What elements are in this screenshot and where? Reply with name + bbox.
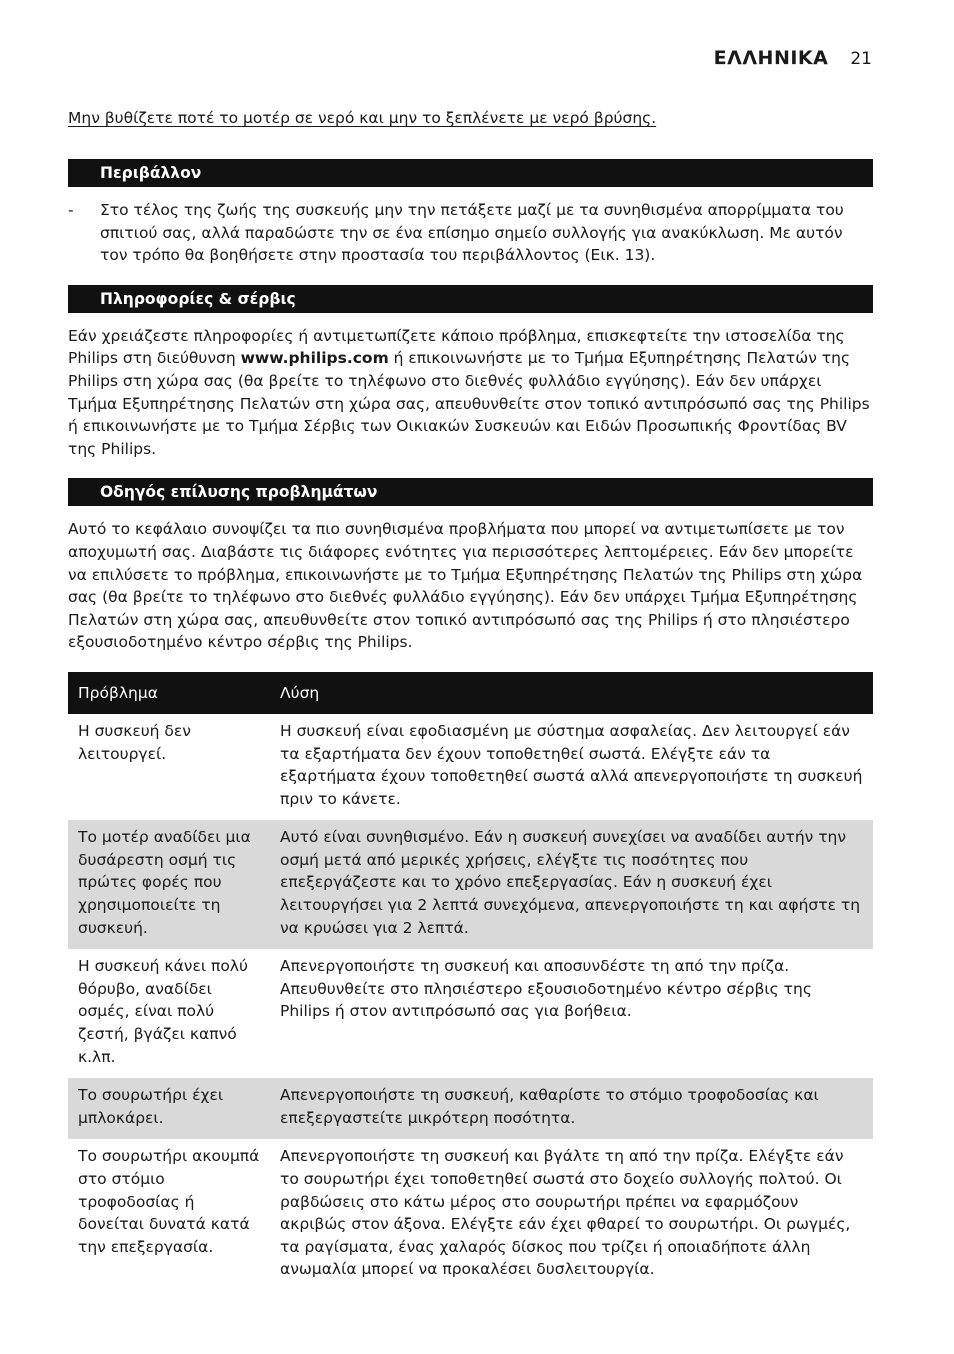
table-row xyxy=(68,714,873,820)
problem-cell: Το μοτέρ αναδίδει μια δυσάρεστη οσμή τις πρώτες φορές που χρησιμοποιείτε τη συσκευή. xyxy=(68,820,270,949)
section-heading-info-service: Πληροφορίες & σέρβις xyxy=(68,285,873,313)
page-header xyxy=(714,47,872,69)
solution-cell: Απενεργοποιήστε τη συσκευή και αποσυνδέστε τη από την πρίζα. Απευθυνθείτε στο πλησιέστερο εξουσιοδοτημένο κέντρο σέρβις της Philips ή στον αντιπρόσωπό σας για βοήθεια. xyxy=(280,957,812,1021)
section-heading-troubleshooting: Οδηγός επίλυσης προβλημάτων xyxy=(68,478,873,506)
info-text-after-link: ή επικοινωνήστε με το Τμήμα Εξυπηρέτησης Πελατών της Philips στη χώρα σας (θα βρείτε το τηλέφωνο στο διεθνές φυλλάδιο εγγύησης). Εάν δεν υπάρχει Τμήμα Εξυπηρέτησης Πελατών στη χώρα σας, απευθυνθείτε στον τοπικό αντιπρόσωπό σας της Philips ή επικοινωνήστε με το Τμήμα Σέρβις των Οικιακών Συσκευών και Ειδών Προσωπικής Φροντίδας BV της Philips. xyxy=(68,349,870,458)
info-paragraph xyxy=(68,325,873,461)
solution-cell: Η συσκευή είναι εφοδιασμένη με σύστημα ασφαλείας. Δεν λειτουργεί εάν τα εξαρτήματα δεν έχουν τοποθετηθεί σωστά. Ελέγξτε εάν τα εξαρτήματα έχουν τοποθετηθεί σωστά αλλά απενεργοποιήστε τη συσκευή πριν το κάνετε. xyxy=(280,721,863,808)
section-heading-environment: Περιβάλλον xyxy=(68,159,873,187)
table-row xyxy=(68,1139,873,1291)
environment-bullet xyxy=(68,199,873,267)
solution-cell: Απενεργοποιήστε τη συσκευή και βγάλτε τη από την πρίζα. Ελέγξτε εάν το σουρωτήρι έχει τοποθετηθεί σωστά στο δοχείο συλλογής πολτού. Οι ραβδώσεις στο κάτω μέρος στο σουρωτήρι πρέπει να εφαρμόζουν ακριβώς στον άξονα. Ελέγξτε εάν έχει φθαρεί το σουρωτήρι. Οι ρωγμές, τα ραγίσματα, ένας χαλαρός δίσκος που τρίζει ή οποιαδήποτε άλλη ανωμαλία μπορεί να προκαλέσει δυσλειτουργία. xyxy=(280,1147,851,1279)
philips-website-link[interactable]: www.philips.com xyxy=(240,349,389,368)
page-content xyxy=(68,106,873,1291)
table-row xyxy=(68,1078,873,1139)
problem-cell: Το σουρωτήρι έχει μπλοκάρει. xyxy=(68,1078,270,1139)
troubleshooting-table xyxy=(68,672,873,1291)
problem-cell: Η συσκευή κάνει πολύ θόρυβο, αναδίδει οσμές, είναι πολύ ζεστή, βγάζει καπνό κ.λπ. xyxy=(78,957,248,1066)
motor-warning: Μην βυθίζετε ποτέ το μοτέρ σε νερό και μην το ξεπλένετε με νερό βρύσης. xyxy=(68,109,657,127)
table-row xyxy=(68,949,873,1078)
table-header-row xyxy=(68,672,873,714)
solution-cell: Απενεργοποιήστε τη συσκευή, καθαρίστε το στόμιο τροφοδοσίας και επεξεργαστείτε μικρότερη ποσότητα. xyxy=(270,1078,873,1139)
info-text-before-link: Εάν χρειάζεστε πληροφορίες ή αντιμετωπίζετε κάποιο πρόβλημα, επισκεφτείτε την ιστοσελίδα της Philips στη διεύθυνση xyxy=(68,326,845,368)
language-label: ΕΛΛΗΝΙΚΑ xyxy=(713,47,829,69)
solution-cell: Αυτό είναι συνηθισμένο. Εάν η συσκευή συνεχίσει να αναδίδει αυτήν την οσμή μετά από μερικές χρήσεις, ελέγξτε τις ποσότητες που επεξεργάζεστε και το χρόνο επεξεργασίας. Εάν η συσκευή έχει λειτουργήσει για 2 λεπτά συνεχόμενα, απενεργοποιήστε τη και αφήστε τη να κρυώσει για 2 λεπτά. xyxy=(270,820,873,949)
problem-cell: Η συσκευή δεν λειτουργεί. xyxy=(78,721,191,763)
page-number: 21 xyxy=(850,49,872,69)
problem-cell: Το σουρωτήρι ακουμπά στο στόμιο τροφοδοσίας ή δονείται δυνατά κατά την επεξεργασία. xyxy=(78,1147,260,1256)
column-header-solution: Λύση xyxy=(270,672,873,714)
environment-bullet-text: Στο τέλος της ζωής της συσκευής μην την πετάξετε μαζί με τα συνηθισμένα απορρίμματα του σπιτιού σας, αλλά παραδώστε την σε ένα επίσημο σημείο συλλογής για ανακύκλωση. Με αυτόν τον τρόπο θα βοηθήσετε στην προστασία του περιβάλλοντος (Εικ. 13). xyxy=(100,201,844,265)
troubleshooting-intro: Αυτό το κεφάλαιο συνοψίζει τα πιο συνηθισμένα προβλήματα που μπορεί να αντιμετωπίσετε με τον αποχυμωτή σας. Διαβάστε τις διάφορες ενότητες για περισσότερες λεπτομέρειες. Εάν δεν μπορείτε να επιλύσετε το πρόβλημα, επικοινωνήστε με το Τμήμα Εξυπηρέτησης Πελατών της Philips στη χώρα σας (θα βρείτε το τηλέφωνο στο διεθνές φυλλάδιο εγγύησης). Εάν δεν υπάρχει Τμήμα Εξυπηρέτησης Πελατών στη χώρα σας, απευθυνθείτε στον τοπικό αντιπρόσωπό σας της Philips ή στο πλησιέστερο εξουσιοδοτημένο κέντρο σέρβις της Philips. xyxy=(68,520,863,652)
bullet-dash: - xyxy=(68,201,74,219)
column-header-problem: Πρόβλημα xyxy=(68,672,270,714)
table-row xyxy=(68,820,873,949)
